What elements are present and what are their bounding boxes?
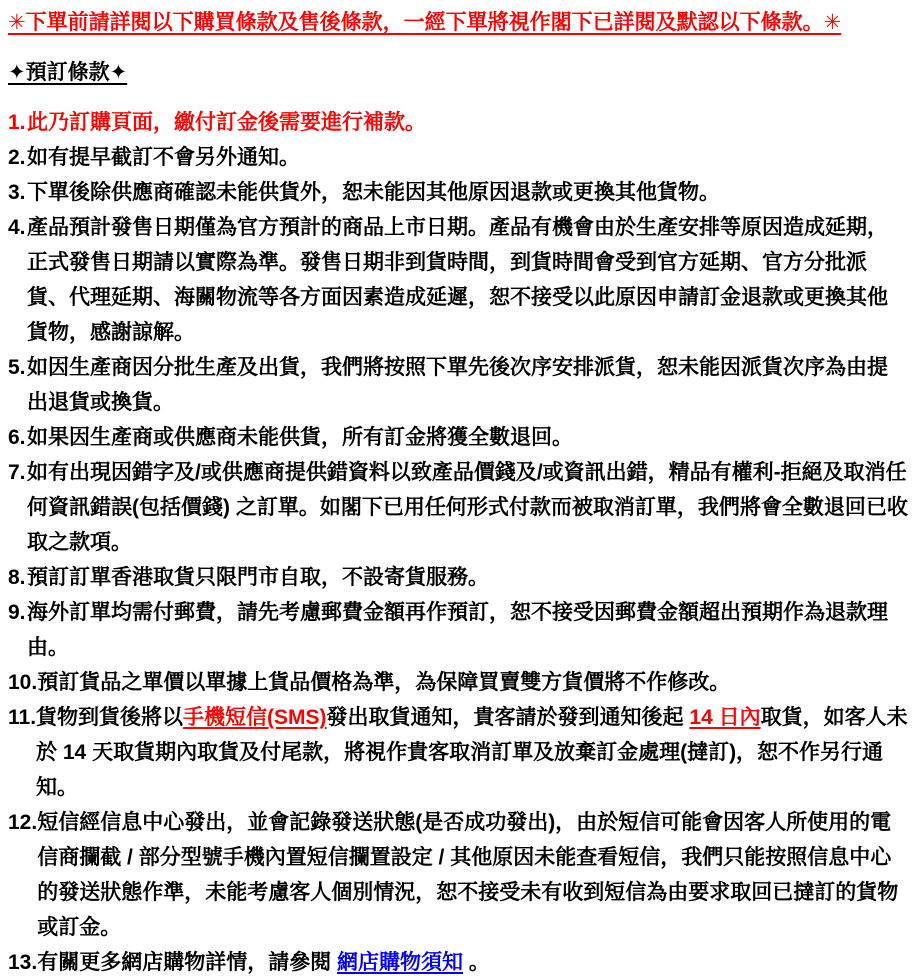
term-text: 預訂貨品之單價以單據上貨品價格為準，為保障買賣雙方貨價將不作修改。	[37, 671, 731, 694]
sms-notice-highlight: 手機短信(SMS)	[183, 706, 327, 729]
term-text-part: 。	[463, 951, 490, 974]
term-item-11	[8, 700, 908, 805]
term-text: 下單後除供應商確認未能供貨外，恕未能因其他原因退款或更換其他貨物。	[27, 181, 720, 204]
term-number: 9.	[8, 601, 26, 624]
term-number: 8.	[8, 566, 26, 589]
term-item-7	[8, 455, 908, 560]
term-text-part: 發出取貨通知，貴客請於發到通知後起	[326, 706, 690, 729]
store-shopping-guide-link[interactable]: 網店購物須知	[337, 951, 464, 974]
term-item-12	[8, 805, 908, 945]
term-number: 12.	[8, 811, 38, 834]
term-text-part: 取貨，如客人未於 14 天取貨期內取貨及付尾款，將視作貴客取消訂單及放棄訂金處理(撻訂)，恕不作另行通知。	[36, 706, 908, 799]
pickup-deadline-highlight: 14 日內	[689, 706, 761, 729]
term-item-5	[8, 350, 908, 420]
term-text: 如有出現因錯字及/或供應商提供錯資料以致產品價錢及/或資訊出錯，精品有權利-拒絕及取消任何資訊錯誤(包括價錢) 之訂單。如閣下已用任何形式付款而被取消訂單，我們將會全數退回已收取之款項。	[27, 461, 908, 554]
term-text: 產品預計發售日期僅為官方預計的商品上市日期。產品有機會由於生產安排等原因造成延期，正式發售日期請以實際為準。發售日期非到貨時間，到貨時間會受到官方延期、官方分批派貨、代理延期、海關物流等各方面因素造成延遲，恕不接受以此原因申請訂金退款或更換其他貨物，感謝諒解。	[27, 216, 888, 344]
term-text: 如果因生產商或供應商未能供貨，所有訂金將獲全數退回。	[27, 426, 573, 449]
term-number: 3.	[8, 181, 26, 204]
preorder-terms-heading: ✦預訂條款✦	[8, 61, 128, 84]
term-text-part: 貨物到貨後將以	[36, 706, 184, 729]
term-number: 11.	[8, 706, 37, 729]
term-number: 13.	[8, 951, 38, 974]
term-text: 如有提早截訂不會另外通知。	[27, 146, 300, 169]
term-number: 10.	[8, 671, 38, 694]
purchase-terms-notice: ✳下單前請詳閱以下購買條款及售後條款，一經下單將視作閣下已詳閱及默認以下條款。✳	[8, 11, 842, 34]
term-number: 1.	[8, 111, 26, 134]
term-item-6	[8, 420, 908, 455]
terms-list	[8, 105, 908, 980]
term-item-2	[8, 140, 908, 175]
term-item-9	[8, 595, 908, 665]
term-number: 7.	[8, 461, 26, 484]
term-text	[37, 945, 908, 980]
term-text	[36, 700, 908, 805]
term-text: 此乃訂購頁面，繳付訂金後需要進行補款。	[27, 111, 426, 134]
term-number: 4.	[8, 216, 26, 239]
term-item-4	[8, 210, 908, 350]
term-item-3	[8, 175, 908, 210]
term-number: 5.	[8, 356, 26, 379]
term-text-part: 有關更多網店購物詳情，請參閱	[37, 951, 338, 974]
term-item-10	[8, 665, 908, 700]
term-number: 6.	[8, 426, 26, 449]
term-text: 如因生產商因分批生產及出貨，我們將按照下單先後次序安排派貨，恕未能因派貨次序為由提出退貨或換貨。	[27, 356, 888, 414]
term-item-8	[8, 560, 908, 595]
term-text: 海外訂單均需付郵費，請先考慮郵費金額再作預訂，恕不接受因郵費金額超出預期作為退款理由。	[27, 601, 888, 659]
term-text: 預訂訂單香港取貨只限門市自取，不設寄貨服務。	[27, 566, 489, 589]
term-number: 2.	[8, 146, 26, 169]
term-item-1	[8, 105, 908, 140]
term-item-13	[8, 945, 908, 980]
term-text: 短信經信息中心發出，並會記錄發送狀態(是否成功發出)，由於短信可能會因客人所使用的電信商攔截 / 部分型號手機內置短信攔置設定 / 其他原因未能查看短信，我們只能按照信息中心的發送狀態作準，未能考慮客人個別情況，恕不接受未有收到短信為由要求取回已撻訂的貨物或訂金。	[37, 811, 899, 939]
